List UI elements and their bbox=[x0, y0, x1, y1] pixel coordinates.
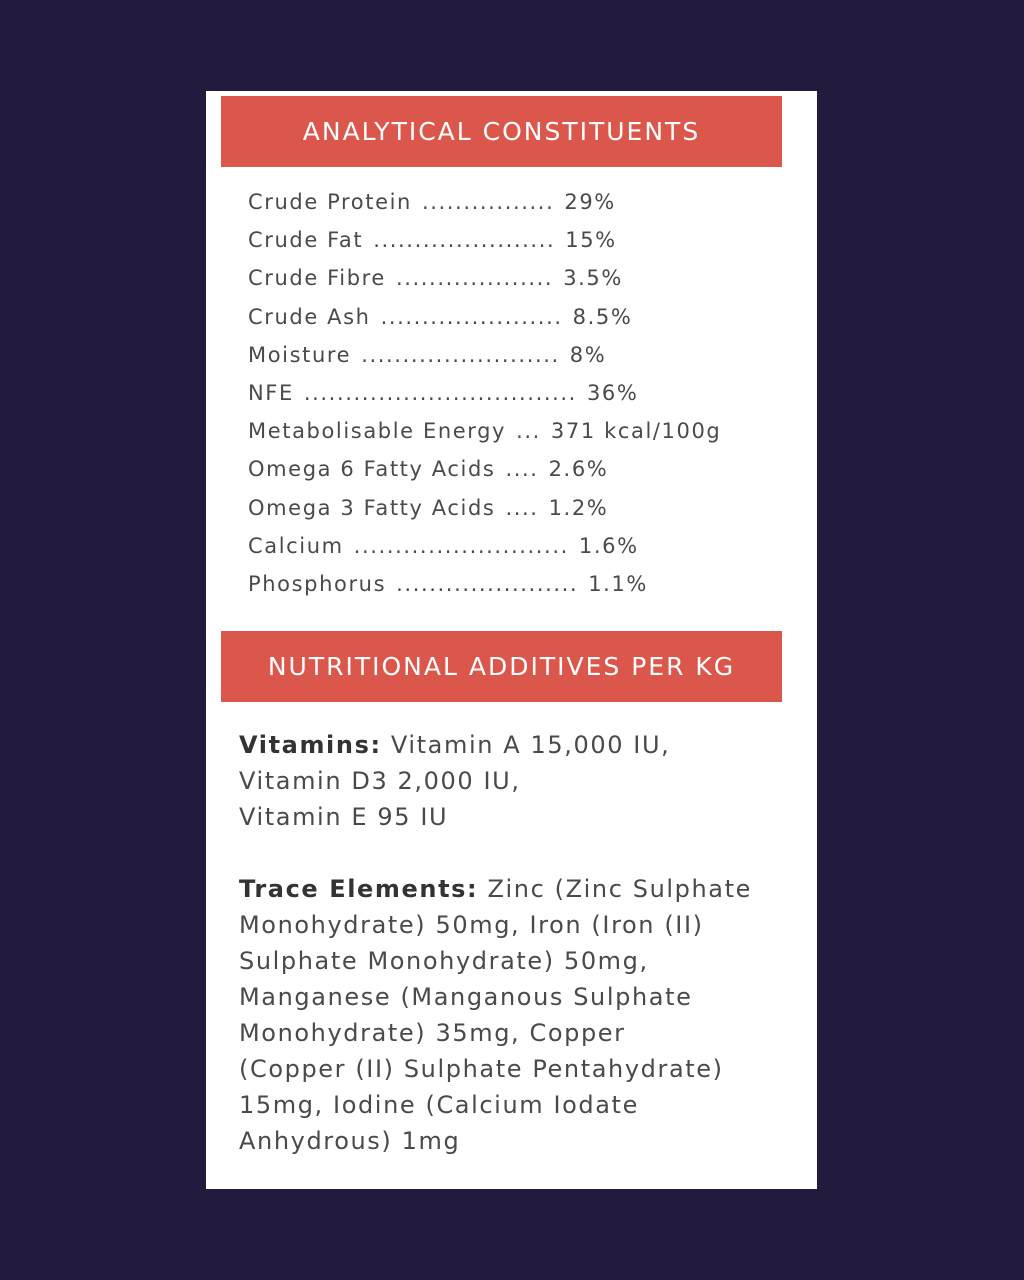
constituent-value: 3.5% bbox=[563, 266, 623, 291]
trace-line-2: Monohydrate) 50mg, Iron (Iron (II) bbox=[239, 911, 704, 939]
trace-elements-paragraph bbox=[239, 871, 799, 1159]
list-item bbox=[248, 221, 788, 259]
constituent-name: Crude Ash bbox=[248, 304, 371, 329]
trace-line-8: Anhydrous) 1mg bbox=[239, 1127, 461, 1155]
vitamins-text: Vitamin A 15,000 IU, bbox=[390, 731, 671, 759]
list-item bbox=[248, 374, 788, 412]
constituent-name: Omega 3 Fatty Acids bbox=[248, 495, 496, 520]
leader-dots: ................ bbox=[421, 190, 555, 214]
constituent-value: 2.6% bbox=[548, 457, 609, 482]
constituent-name: Moisture bbox=[248, 342, 352, 367]
trace-line-3: Sulphate Monohydrate) 50mg, bbox=[239, 947, 649, 975]
list-item bbox=[248, 565, 788, 603]
leader-dots: ... bbox=[516, 419, 541, 444]
list-item bbox=[248, 412, 788, 450]
constituent-name: Omega 6 Fatty Acids bbox=[248, 457, 496, 482]
leader-dots: ................... bbox=[395, 266, 554, 291]
trace-line-1 bbox=[239, 871, 799, 907]
vitamins-line-2: Vitamin D3 2,000 IU, bbox=[239, 767, 521, 795]
constituent-value: 1.6% bbox=[578, 533, 639, 558]
vitamins-label: Vitamins: bbox=[239, 731, 382, 759]
constituent-value: 371 kcal/100g bbox=[550, 419, 722, 444]
constituent-value: 1.1% bbox=[588, 571, 648, 596]
vitamins-line-1 bbox=[239, 727, 799, 763]
leader-dots: .... bbox=[505, 457, 539, 482]
leader-dots: ........................ bbox=[361, 342, 560, 367]
leader-dots: ...................... bbox=[380, 304, 563, 329]
leader-dots: .... bbox=[505, 495, 539, 520]
leader-dots: ...................... bbox=[373, 228, 556, 253]
vitamins-line-3: Vitamin E 95 IU bbox=[239, 803, 449, 831]
analytical-constituents-header bbox=[221, 96, 782, 167]
nutritional-additives-title: NUTRITIONAL ADDITIVES PER KG bbox=[267, 652, 736, 681]
trace-line-7: 15mg, Iodine (Calcium Iodate bbox=[239, 1091, 639, 1119]
constituent-value: 36% bbox=[586, 380, 639, 405]
trace-line-4: Manganese (Manganous Sulphate bbox=[239, 983, 693, 1011]
list-item bbox=[248, 336, 788, 374]
constituent-value: 15% bbox=[565, 228, 617, 253]
trace-line-5: Monohydrate) 35mg, Copper bbox=[239, 1019, 626, 1047]
leader-dots: ...................... bbox=[396, 571, 579, 596]
nutritional-additives-body bbox=[239, 727, 799, 1159]
constituent-name: Phosphorus bbox=[248, 571, 387, 596]
constituent-name: Crude Protein bbox=[248, 190, 412, 214]
leader-dots: ................................. bbox=[303, 380, 577, 405]
constituent-name: Crude Fat bbox=[248, 228, 364, 253]
constituent-value: 1.2% bbox=[548, 495, 609, 520]
vitamins-paragraph bbox=[239, 727, 799, 835]
list-item bbox=[248, 450, 788, 488]
list-item bbox=[248, 527, 788, 565]
trace-elements-label: Trace Elements: bbox=[239, 875, 479, 903]
list-item bbox=[248, 183, 788, 221]
constituent-value: 8% bbox=[569, 342, 607, 367]
constituent-name: NFE bbox=[248, 380, 294, 405]
constituent-value: 29% bbox=[564, 190, 616, 214]
leader-dots: .......................... bbox=[353, 533, 569, 558]
list-item bbox=[248, 259, 788, 297]
constituent-name: Metabolisable Energy bbox=[248, 419, 507, 444]
constituent-name: Calcium bbox=[248, 533, 344, 558]
trace-text: Zinc (Zinc Sulphate bbox=[487, 875, 752, 903]
nutrition-card bbox=[206, 91, 817, 1189]
constituent-name: Crude Fibre bbox=[248, 266, 386, 291]
analytical-constituents-list bbox=[248, 183, 788, 603]
nutritional-additives-header bbox=[221, 631, 782, 702]
analytical-constituents-title: ANALYTICAL CONSTITUENTS bbox=[302, 117, 701, 146]
paragraph-spacer bbox=[239, 835, 799, 871]
list-item bbox=[248, 298, 788, 336]
constituent-value: 8.5% bbox=[572, 304, 633, 329]
list-item bbox=[248, 489, 788, 527]
trace-line-6: (Copper (II) Sulphate Pentahydrate) bbox=[239, 1055, 724, 1083]
